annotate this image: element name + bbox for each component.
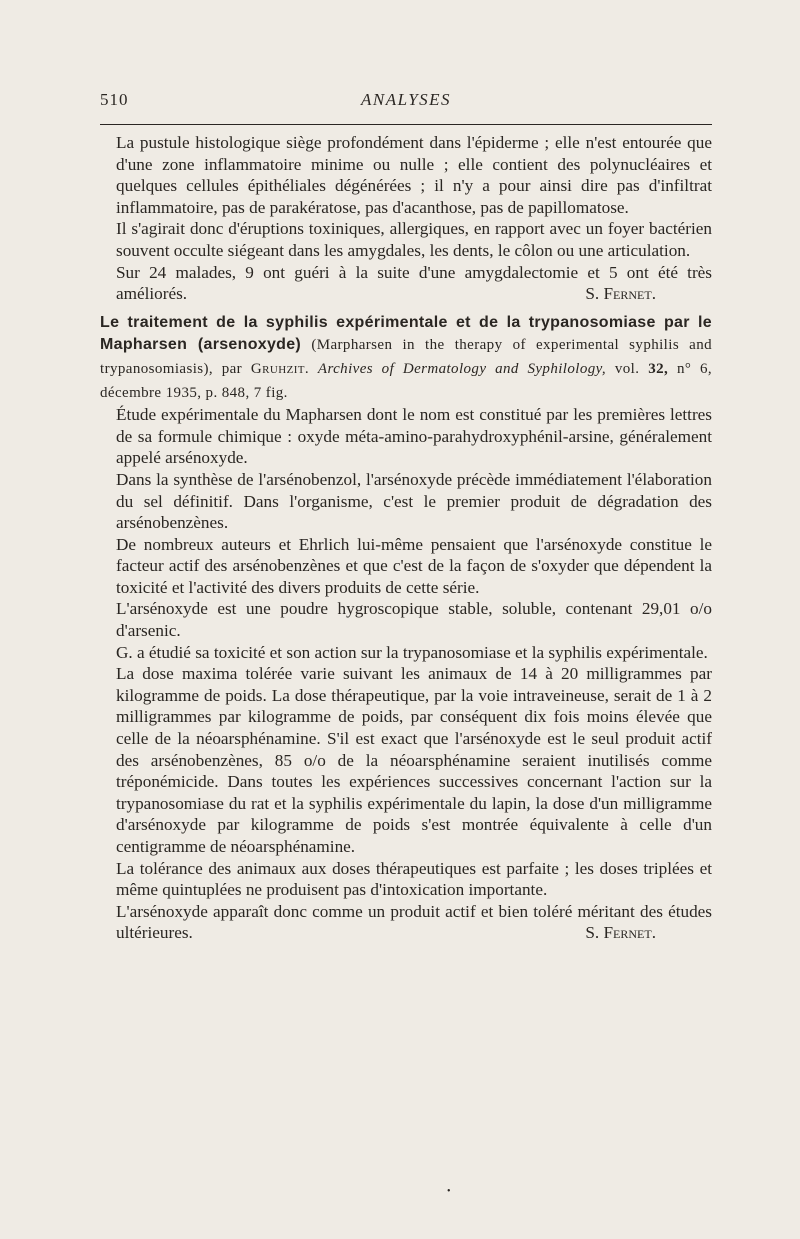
header-rule — [100, 124, 712, 125]
ornament: • — [447, 1186, 451, 1197]
paragraph — [116, 858, 712, 901]
article-reference-translation: (Marpharsen in the therapy of experimental syphilis and trypanosomiasis), par — [100, 337, 713, 377]
article-title: Le traitement de la syphilis expérimentale et de la trypanosomiase par le Mapharsen (arsenoxyde) — [100, 313, 712, 354]
article-heading — [100, 311, 712, 404]
paragraph-text: Sur 24 malades, 9 ont guéri à la suite d'une amygdalectomie et 5 ont été très améliorés. — [116, 262, 712, 304]
paragraph — [116, 218, 712, 261]
paragraph-text: G. a étudié sa toxicité et son action sur la trypanosomiase et la syphilis expérimentale. — [116, 642, 708, 662]
paragraph-text: L'arsénoxyde apparaît donc comme un produit actif et bien toléré méritant des études ultérieures. — [116, 901, 712, 943]
paragraph-text: Étude expérimentale du Mapharsen dont le nom est constitué par les premières lettres de sa formule chimique : oxyde méta-amino-parahydroxyphénil-arsine, généralement appelé arsénoxyde. — [116, 405, 712, 468]
running-head: ANALYSES — [360, 90, 452, 109]
text-body — [100, 132, 713, 944]
paragraph — [116, 132, 712, 218]
signature: S. Fernet. — [585, 284, 656, 304]
paragraph-text: Il s'agirait donc d'éruptions toxiniques, allergiques, en rapport avec un foyer bactérien souvent occulte siégeant dans les amygdales, les dents, le côlon ou une articulation. — [116, 219, 712, 260]
signature: S. Fernet. — [585, 923, 656, 943]
paragraph-text: L'arsénoxyde est une poudre hygroscopique stable, soluble, contenant 29,01 o/o d'arsenic. — [116, 599, 712, 641]
paragraph — [116, 262, 712, 305]
paragraph-text: La dose maxima tolérée varie suivant les animaux de 14 à 20 milligrammes par kilogramme de poids. La dose thérapeutique, par la voie intraveineuse, serait de 1 à 2 milligrammes par kilogramme de poids, par conséquent dix fois moins élevée que celle de la néoarsphénamine. S'il est exact que l'arsénoxyde est le seul produit actif des arsénobenzènes, 85 o/o de la néoarsphénamine seraient inutilisés comme tréponémicide. Dans toutes les expériences successives concernant l'action sur la trypanosomiase du rat et la syphilis expérimentale du lapin, la dose d'un milligramme d'arsénoxyde par kilogramme de poids s'est montrée équivalente à celle d'un centigramme de néoarsphénamine. — [116, 664, 712, 856]
article-volume-number: 32, — [648, 360, 669, 377]
article-reference-tail: n° 6, décembre 1935, p. 848, 7 fig. — [100, 360, 713, 401]
paragraph — [116, 598, 712, 641]
article-volume-label: vol. — [614, 360, 640, 377]
paragraph-text: Dans la synthèse de l'arsénobenzol, l'arsénoxyde précède immédiatement l'élaboration du sel définitif. Dans l'organisme, c'est le premier produit de dégradation des arsénobenzènes. — [116, 469, 712, 533]
paragraph — [116, 642, 712, 664]
paragraph — [116, 663, 712, 857]
paragraph — [116, 404, 712, 469]
page-number: 510 — [100, 90, 129, 109]
paragraph — [116, 469, 712, 534]
paragraph — [116, 901, 712, 944]
paragraph — [116, 534, 712, 599]
paragraph-text: La tolérance des animaux aux doses thérapeutiques est parfaite ; les doses triplées et même quintuplées ne produisent pas d'intoxication importante. — [116, 858, 712, 900]
article-author: Gruhzit. — [250, 360, 310, 377]
paragraph-text: De nombreux auteurs et Ehrlich lui-même pensaient que l'arsénoxyde constitue le facteur actif des arsénobenzènes et que c'est de la façon de s'oxyder que dépendent la toxicité et l'activité des divers produits de cette série. — [116, 534, 712, 597]
article-journal: Archives of Dermatology and Syphilology, — [317, 360, 606, 377]
paragraph-text: La pustule histologique siège profondément dans l'épiderme ; elle n'est entourée que d'une zone inflammatoire minime ou nulle ; elle contient des polynucléaires et quelques cellules épithéliales dégénérées ; il n'y a pour ainsi dire pas d'infiltrat inflammatoire, pas de parakératose, pas d'acanthose, pas de papillomatose. — [116, 133, 712, 217]
page-header — [100, 90, 712, 116]
